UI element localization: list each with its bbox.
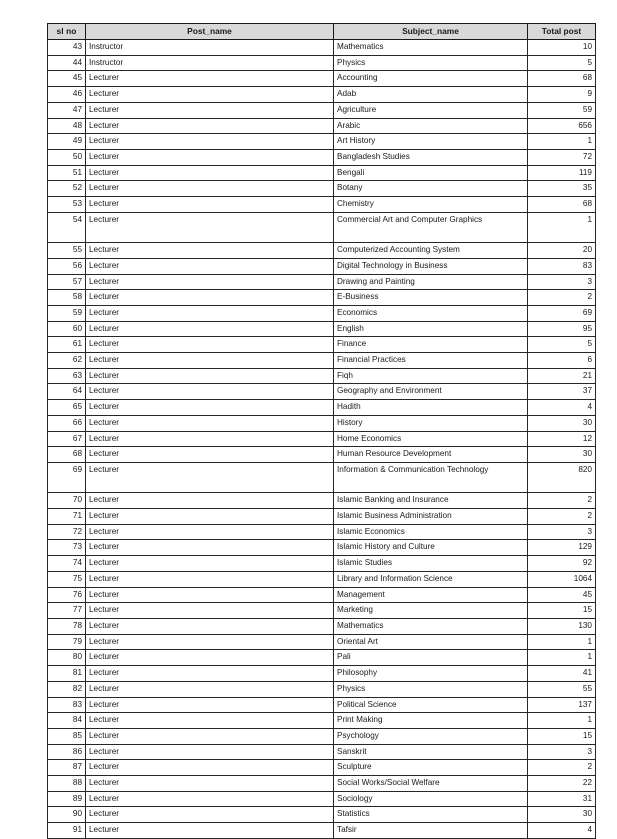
table-row[interactable] (48, 776, 596, 792)
post-table-container (47, 23, 595, 839)
cell-sl-no: 74 (48, 556, 86, 572)
cell-total-post: 31 (528, 791, 596, 807)
cell-subject-name: Geography and Environment (334, 384, 528, 400)
cell-sl-no: 86 (48, 744, 86, 760)
cell-subject-name: Mathematics (334, 40, 528, 56)
cell-post-name: Lecturer (86, 447, 334, 463)
table-row[interactable] (48, 40, 596, 56)
cell-total-post: 4 (528, 400, 596, 416)
cell-subject-name: Adab (334, 87, 528, 103)
cell-total-post: 9 (528, 87, 596, 103)
cell-sl-no: 89 (48, 791, 86, 807)
cell-post-name: Lecturer (86, 571, 334, 587)
cell-subject-name: Islamic Studies (334, 556, 528, 572)
cell-sl-no: 63 (48, 368, 86, 384)
cell-subject-name: Islamic Business Administration (334, 509, 528, 525)
table-row[interactable] (48, 744, 596, 760)
cell-subject-name: Philosophy (334, 666, 528, 682)
cell-post-name: Lecturer (86, 290, 334, 306)
cell-post-name: Lecturer (86, 197, 334, 213)
cell-sl-no: 68 (48, 447, 86, 463)
cell-subject-name: Physics (334, 681, 528, 697)
cell-total-post: 6 (528, 353, 596, 369)
cell-total-post: 130 (528, 618, 596, 634)
cell-total-post: 129 (528, 540, 596, 556)
cell-total-post: 41 (528, 666, 596, 682)
table-row[interactable] (48, 415, 596, 431)
cell-sl-no: 61 (48, 337, 86, 353)
table-row[interactable] (48, 713, 596, 729)
table-row[interactable] (48, 618, 596, 634)
cell-subject-name: Fiqh (334, 368, 528, 384)
cell-total-post: 30 (528, 447, 596, 463)
table-body (48, 40, 596, 839)
table-row[interactable] (48, 149, 596, 165)
table-header (48, 24, 596, 40)
cell-sl-no: 47 (48, 102, 86, 118)
cell-total-post: 69 (528, 305, 596, 321)
cell-sl-no: 70 (48, 493, 86, 509)
cell-post-name: Lecturer (86, 149, 334, 165)
cell-post-name: Lecturer (86, 384, 334, 400)
cell-sl-no: 51 (48, 165, 86, 181)
cell-post-name: Lecturer (86, 243, 334, 259)
cell-post-name: Lecturer (86, 71, 334, 87)
table-row[interactable] (48, 571, 596, 587)
table-row[interactable] (48, 212, 596, 242)
cell-subject-name: Home Economics (334, 431, 528, 447)
table-row[interactable] (48, 447, 596, 463)
table-row[interactable] (48, 400, 596, 416)
table-row[interactable] (48, 102, 596, 118)
cell-subject-name: Library and Information Science (334, 571, 528, 587)
cell-subject-name: Sculpture (334, 760, 528, 776)
cell-post-name: Lecturer (86, 181, 334, 197)
cell-sl-no: 71 (48, 509, 86, 525)
cell-subject-name: Economics (334, 305, 528, 321)
table-row[interactable] (48, 493, 596, 509)
cell-post-name: Lecturer (86, 618, 334, 634)
cell-subject-name: Art History (334, 134, 528, 150)
cell-subject-name: Political Science (334, 697, 528, 713)
cell-total-post: 2 (528, 760, 596, 776)
table-row[interactable] (48, 181, 596, 197)
cell-sl-no: 82 (48, 681, 86, 697)
cell-sl-no: 69 (48, 462, 86, 492)
cell-post-name: Lecturer (86, 134, 334, 150)
cell-total-post: 15 (528, 728, 596, 744)
table-row[interactable] (48, 118, 596, 134)
cell-total-post: 1 (528, 634, 596, 650)
cell-total-post: 83 (528, 258, 596, 274)
cell-post-name: Lecturer (86, 400, 334, 416)
cell-post-name: Lecturer (86, 353, 334, 369)
cell-total-post: 59 (528, 102, 596, 118)
cell-total-post: 22 (528, 776, 596, 792)
table-row[interactable] (48, 681, 596, 697)
cell-sl-no: 88 (48, 776, 86, 792)
cell-subject-name: Statistics (334, 807, 528, 823)
cell-post-name: Lecturer (86, 697, 334, 713)
cell-subject-name: Chemistry (334, 197, 528, 213)
cell-post-name: Instructor (86, 40, 334, 56)
cell-subject-name: Accounting (334, 71, 528, 87)
table-row[interactable] (48, 290, 596, 306)
table-row[interactable] (48, 650, 596, 666)
cell-sl-no: 43 (48, 40, 86, 56)
cell-post-name: Lecturer (86, 791, 334, 807)
cell-subject-name: Islamic Banking and Insurance (334, 493, 528, 509)
cell-subject-name: Management (334, 587, 528, 603)
cell-sl-no: 55 (48, 243, 86, 259)
table-row[interactable] (48, 807, 596, 823)
cell-subject-name: Botany (334, 181, 528, 197)
cell-post-name: Lecturer (86, 509, 334, 525)
table-row[interactable] (48, 540, 596, 556)
cell-post-name: Lecturer (86, 823, 334, 839)
cell-sl-no: 44 (48, 55, 86, 71)
cell-sl-no: 87 (48, 760, 86, 776)
cell-post-name: Lecturer (86, 713, 334, 729)
cell-sl-no: 46 (48, 87, 86, 103)
cell-post-name: Lecturer (86, 321, 334, 337)
cell-total-post: 1064 (528, 571, 596, 587)
column-header-sl-no[interactable]: sl no (48, 24, 86, 40)
cell-sl-no: 54 (48, 212, 86, 242)
cell-sl-no: 84 (48, 713, 86, 729)
cell-subject-name: Bengali (334, 165, 528, 181)
cell-total-post: 2 (528, 493, 596, 509)
table-row[interactable] (48, 823, 596, 839)
cell-post-name: Lecturer (86, 368, 334, 384)
cell-post-name: Lecturer (86, 258, 334, 274)
table-row[interactable] (48, 431, 596, 447)
cell-sl-no: 45 (48, 71, 86, 87)
column-header-post-name[interactable]: Post_name (86, 24, 334, 40)
cell-sl-no: 90 (48, 807, 86, 823)
cell-total-post: 2 (528, 509, 596, 525)
cell-sl-no: 75 (48, 571, 86, 587)
cell-post-name: Lecturer (86, 337, 334, 353)
table-row[interactable] (48, 791, 596, 807)
cell-post-name: Lecturer (86, 760, 334, 776)
cell-sl-no: 79 (48, 634, 86, 650)
table-row[interactable] (48, 258, 596, 274)
cell-post-name: Lecturer (86, 415, 334, 431)
cell-subject-name: Drawing and Painting (334, 274, 528, 290)
cell-total-post: 12 (528, 431, 596, 447)
cell-sl-no: 66 (48, 415, 86, 431)
cell-total-post: 1 (528, 650, 596, 666)
cell-post-name: Lecturer (86, 807, 334, 823)
cell-post-name: Lecturer (86, 776, 334, 792)
cell-sl-no: 50 (48, 149, 86, 165)
cell-subject-name: Digital Technology in Business (334, 258, 528, 274)
cell-post-name: Lecturer (86, 650, 334, 666)
cell-total-post: 95 (528, 321, 596, 337)
table-row[interactable] (48, 728, 596, 744)
cell-total-post: 35 (528, 181, 596, 197)
cell-sl-no: 81 (48, 666, 86, 682)
table-row[interactable] (48, 697, 596, 713)
cell-total-post: 37 (528, 384, 596, 400)
cell-total-post: 119 (528, 165, 596, 181)
cell-post-name: Lecturer (86, 556, 334, 572)
cell-total-post: 1 (528, 212, 596, 242)
cell-post-name: Lecturer (86, 728, 334, 744)
cell-post-name: Lecturer (86, 744, 334, 760)
cell-subject-name: Financial Practices (334, 353, 528, 369)
cell-subject-name: Sociology (334, 791, 528, 807)
cell-sl-no: 58 (48, 290, 86, 306)
cell-total-post: 68 (528, 71, 596, 87)
cell-subject-name: Oriental Art (334, 634, 528, 650)
cell-total-post: 820 (528, 462, 596, 492)
cell-post-name: Lecturer (86, 305, 334, 321)
cell-post-name: Lecturer (86, 493, 334, 509)
cell-post-name: Lecturer (86, 540, 334, 556)
cell-sl-no: 72 (48, 524, 86, 540)
table-row[interactable] (48, 666, 596, 682)
cell-sl-no: 77 (48, 603, 86, 619)
cell-post-name: Lecturer (86, 462, 334, 492)
cell-sl-no: 52 (48, 181, 86, 197)
cell-subject-name: Hadith (334, 400, 528, 416)
cell-sl-no: 76 (48, 587, 86, 603)
cell-subject-name: Islamic Economics (334, 524, 528, 540)
cell-sl-no: 48 (48, 118, 86, 134)
table-row[interactable] (48, 509, 596, 525)
cell-post-name: Lecturer (86, 587, 334, 603)
cell-total-post: 3 (528, 744, 596, 760)
table-row[interactable] (48, 305, 596, 321)
table-row[interactable] (48, 556, 596, 572)
cell-subject-name: Tafsir (334, 823, 528, 839)
cell-post-name: Lecturer (86, 274, 334, 290)
cell-total-post: 15 (528, 603, 596, 619)
cell-total-post: 3 (528, 524, 596, 540)
cell-total-post: 30 (528, 807, 596, 823)
cell-subject-name: Physics (334, 55, 528, 71)
cell-sl-no: 53 (48, 197, 86, 213)
table-row[interactable] (48, 55, 596, 71)
cell-sl-no: 59 (48, 305, 86, 321)
table-row[interactable] (48, 603, 596, 619)
cell-subject-name: Arabic (334, 118, 528, 134)
cell-total-post: 5 (528, 55, 596, 71)
cell-post-name: Lecturer (86, 102, 334, 118)
cell-subject-name: E-Business (334, 290, 528, 306)
cell-post-name: Lecturer (86, 118, 334, 134)
cell-total-post: 55 (528, 681, 596, 697)
cell-post-name: Lecturer (86, 87, 334, 103)
cell-subject-name: Computerized Accounting System (334, 243, 528, 259)
cell-total-post: 5 (528, 337, 596, 353)
cell-subject-name: Pali (334, 650, 528, 666)
table-row[interactable] (48, 368, 596, 384)
cell-sl-no: 78 (48, 618, 86, 634)
cell-total-post: 137 (528, 697, 596, 713)
cell-sl-no: 73 (48, 540, 86, 556)
table-row[interactable] (48, 384, 596, 400)
cell-subject-name: Social Works/Social Welfare (334, 776, 528, 792)
cell-subject-name: Human Resource Development (334, 447, 528, 463)
cell-sl-no: 67 (48, 431, 86, 447)
cell-post-name: Lecturer (86, 524, 334, 540)
cell-subject-name: Print Making (334, 713, 528, 729)
cell-post-name: Lecturer (86, 666, 334, 682)
cell-post-name: Lecturer (86, 431, 334, 447)
cell-total-post: 20 (528, 243, 596, 259)
cell-sl-no: 83 (48, 697, 86, 713)
table-row[interactable] (48, 634, 596, 650)
cell-post-name: Lecturer (86, 212, 334, 242)
table-row[interactable] (48, 760, 596, 776)
cell-subject-name: Finance (334, 337, 528, 353)
column-header-total-post[interactable]: Total post (528, 24, 596, 40)
table-row[interactable] (48, 353, 596, 369)
cell-subject-name: Marketing (334, 603, 528, 619)
cell-total-post: 72 (528, 149, 596, 165)
cell-total-post: 4 (528, 823, 596, 839)
cell-subject-name: Psychology (334, 728, 528, 744)
cell-sl-no: 62 (48, 353, 86, 369)
cell-post-name: Lecturer (86, 681, 334, 697)
cell-total-post: 1 (528, 134, 596, 150)
table-row[interactable] (48, 337, 596, 353)
cell-subject-name: Information & Communication Technology (334, 462, 528, 492)
table-row[interactable] (48, 462, 596, 492)
cell-sl-no: 60 (48, 321, 86, 337)
table-row[interactable] (48, 134, 596, 150)
cell-subject-name: Islamic History and Culture (334, 540, 528, 556)
cell-sl-no: 56 (48, 258, 86, 274)
cell-subject-name: Bangladesh Studies (334, 149, 528, 165)
cell-total-post: 30 (528, 415, 596, 431)
cell-total-post: 10 (528, 40, 596, 56)
cell-sl-no: 85 (48, 728, 86, 744)
cell-subject-name: Agriculture (334, 102, 528, 118)
cell-subject-name: English (334, 321, 528, 337)
cell-sl-no: 80 (48, 650, 86, 666)
table-row[interactable] (48, 524, 596, 540)
column-header-subject-name[interactable]: Subject_name (334, 24, 528, 40)
cell-sl-no: 65 (48, 400, 86, 416)
table-row[interactable] (48, 587, 596, 603)
table-row[interactable] (48, 71, 596, 87)
table-row[interactable] (48, 197, 596, 213)
cell-post-name: Instructor (86, 55, 334, 71)
table-row[interactable] (48, 87, 596, 103)
cell-total-post: 92 (528, 556, 596, 572)
cell-total-post: 656 (528, 118, 596, 134)
cell-total-post: 3 (528, 274, 596, 290)
post-subject-table (47, 23, 596, 839)
cell-sl-no: 49 (48, 134, 86, 150)
cell-post-name: Lecturer (86, 603, 334, 619)
cell-total-post: 1 (528, 713, 596, 729)
cell-subject-name: Commercial Art and Computer Graphics (334, 212, 528, 242)
cell-subject-name: Sanskrit (334, 744, 528, 760)
cell-total-post: 21 (528, 368, 596, 384)
cell-post-name: Lecturer (86, 165, 334, 181)
table-row[interactable] (48, 321, 596, 337)
cell-sl-no: 91 (48, 823, 86, 839)
cell-subject-name: History (334, 415, 528, 431)
cell-total-post: 68 (528, 197, 596, 213)
table-header-row (48, 24, 596, 40)
cell-subject-name: Mathematics (334, 618, 528, 634)
table-row[interactable] (48, 165, 596, 181)
cell-sl-no: 57 (48, 274, 86, 290)
cell-total-post: 45 (528, 587, 596, 603)
cell-sl-no: 64 (48, 384, 86, 400)
table-row[interactable] (48, 243, 596, 259)
cell-post-name: Lecturer (86, 634, 334, 650)
cell-total-post: 2 (528, 290, 596, 306)
table-row[interactable] (48, 274, 596, 290)
